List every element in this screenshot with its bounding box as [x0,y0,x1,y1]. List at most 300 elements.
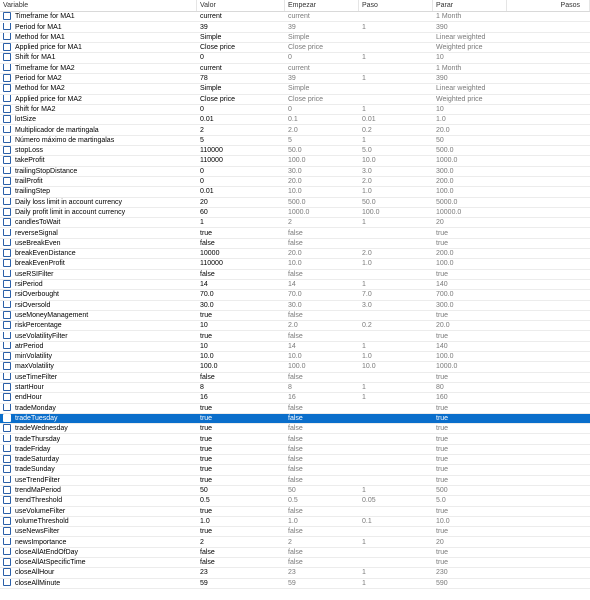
table-row[interactable] [0,301,590,311]
optimize-checkbox[interactable] [3,538,11,546]
stop-cell[interactable]: true [436,476,449,484]
table-row[interactable] [0,208,590,218]
optimize-checkbox[interactable] [3,177,11,185]
start-cell[interactable]: 30.0 [288,301,302,309]
optimize-checkbox[interactable] [3,259,11,267]
optimize-checkbox[interactable] [3,414,11,422]
step-cell[interactable]: 1 [362,136,366,144]
table-row[interactable] [0,342,590,352]
table-row[interactable] [0,424,590,434]
step-cell[interactable]: 1 [362,219,366,227]
start-cell[interactable]: false [288,528,303,536]
optimize-checkbox[interactable] [3,218,11,226]
value-cell[interactable]: false [200,548,215,556]
table-row[interactable] [0,476,590,486]
table-row[interactable] [0,136,590,146]
stop-cell[interactable]: true [436,229,449,237]
step-cell[interactable]: 0.2 [362,126,372,134]
stop-cell[interactable]: 100.0 [436,353,454,361]
step-cell[interactable]: 3.0 [362,301,372,309]
value-cell[interactable]: Simple [200,85,222,93]
step-cell[interactable] [359,476,433,485]
optimize-checkbox[interactable] [3,527,11,535]
optimize-checkbox[interactable] [3,342,11,350]
step-cell[interactable] [359,332,433,341]
table-row[interactable] [0,167,590,177]
value-cell[interactable]: false [200,239,215,247]
col-header-variable[interactable]: Variable [0,0,197,11]
col-header-step[interactable]: Paso [359,0,433,11]
optimize-checkbox[interactable] [3,84,11,92]
optimize-checkbox[interactable] [3,373,11,381]
table-row[interactable] [0,373,590,383]
stop-cell[interactable]: 1 Month [436,13,462,21]
optimize-checkbox[interactable] [3,321,11,329]
start-cell[interactable]: 59 [288,579,296,587]
start-cell[interactable]: false [288,404,303,412]
stop-cell[interactable]: true [436,239,449,247]
start-cell[interactable]: 39 [288,75,296,82]
optimize-checkbox[interactable] [3,352,11,360]
value-cell[interactable]: true [200,425,213,433]
step-cell[interactable]: 1 [362,384,366,391]
step-cell[interactable]: 1 [362,105,366,113]
optimize-checkbox[interactable] [3,311,11,319]
step-cell[interactable]: 1 [362,579,366,587]
optimize-checkbox[interactable] [3,445,11,453]
optimize-checkbox[interactable] [3,208,11,216]
optimize-checkbox[interactable] [3,517,11,525]
stop-cell[interactable]: 200.0 [436,178,454,185]
optimize-checkbox[interactable] [3,249,11,257]
step-cell[interactable]: 2.0 [362,178,372,185]
table-row[interactable] [0,259,590,269]
start-cell[interactable]: false [288,332,303,340]
table-row[interactable] [0,568,590,578]
optimize-checkbox[interactable] [3,53,11,61]
stop-cell[interactable]: true [436,425,449,433]
step-cell[interactable]: 1 [362,487,366,494]
optimize-checkbox[interactable] [3,476,11,484]
optimize-checkbox[interactable] [3,280,11,288]
value-cell[interactable]: 0.5 [200,497,210,505]
table-row[interactable] [0,146,590,156]
table-row[interactable] [0,352,590,362]
start-cell[interactable]: current [288,13,310,21]
table-row[interactable] [0,126,590,136]
optimize-checkbox[interactable] [3,95,11,103]
step-cell[interactable] [359,84,433,93]
stop-cell[interactable]: 10 [436,105,444,113]
start-cell[interactable]: 10.0 [288,260,302,268]
table-row[interactable] [0,558,590,568]
step-cell[interactable]: 1 [362,394,366,402]
start-cell[interactable]: false [288,466,303,474]
value-cell[interactable]: false [200,270,215,278]
optimize-checkbox[interactable] [3,105,11,113]
table-row[interactable] [0,95,590,105]
stop-cell[interactable]: 200.0 [436,250,454,258]
value-cell[interactable]: 110000 [200,157,223,165]
step-cell[interactable]: 0.01 [362,116,376,124]
start-cell[interactable]: false [288,229,303,237]
step-cell[interactable] [359,558,433,567]
start-cell[interactable]: false [288,559,303,567]
table-row[interactable] [0,105,590,115]
stop-cell[interactable]: true [436,414,449,422]
table-row[interactable] [0,496,590,506]
step-cell[interactable]: 1 [362,342,366,350]
start-cell[interactable]: false [288,445,303,453]
stop-cell[interactable]: 1 Month [436,64,462,72]
stop-cell[interactable]: 390 [436,23,448,31]
optimize-checkbox[interactable] [3,64,11,72]
value-cell[interactable]: true [200,445,213,453]
step-cell[interactable] [359,404,433,413]
optimize-checkbox[interactable] [3,404,11,412]
optimize-checkbox[interactable] [3,146,11,154]
start-cell[interactable]: false [288,548,303,556]
step-cell[interactable] [359,229,433,238]
stop-cell[interactable]: 20.0 [436,126,450,134]
start-cell[interactable]: 8 [288,384,292,391]
start-cell[interactable]: false [288,476,303,484]
value-cell[interactable]: 0 [200,178,204,185]
stop-cell[interactable]: 100.0 [436,260,454,268]
stop-cell[interactable]: true [436,445,449,453]
start-cell[interactable]: false [288,311,303,319]
stop-cell[interactable]: true [436,456,449,464]
table-row[interactable] [0,517,590,527]
start-cell[interactable]: 30.0 [288,167,302,175]
step-cell[interactable] [359,527,433,536]
stop-cell[interactable]: true [436,404,449,412]
optimize-checkbox[interactable] [3,568,11,576]
start-cell[interactable]: Close price [288,95,324,103]
optimize-checkbox[interactable] [3,115,11,123]
table-row[interactable] [0,177,590,187]
optimize-checkbox[interactable] [3,74,11,82]
table-row[interactable] [0,507,590,517]
start-cell[interactable]: 100.0 [288,157,306,165]
table-row[interactable] [0,404,590,414]
optimize-checkbox[interactable] [3,167,11,175]
value-cell[interactable]: 10 [200,342,208,350]
col-header-stop[interactable]: Parar [433,0,507,11]
start-cell[interactable]: 70.0 [288,291,302,299]
optimize-checkbox[interactable] [3,12,11,20]
value-cell[interactable]: 1.0 [200,517,210,525]
optimize-checkbox[interactable] [3,548,11,556]
start-cell[interactable]: 2 [288,538,292,546]
value-cell[interactable]: true [200,404,213,412]
optimize-checkbox[interactable] [3,198,11,206]
step-cell[interactable] [359,548,433,557]
step-cell[interactable]: 1 [362,75,366,82]
start-cell[interactable]: 14 [288,342,296,350]
step-cell[interactable] [359,445,433,454]
stop-cell[interactable]: 700.0 [436,291,454,299]
optimize-checkbox[interactable] [3,301,11,309]
col-header-steps[interactable]: Pasos [507,0,590,11]
step-cell[interactable] [359,507,433,516]
stop-cell[interactable]: 1000.0 [436,363,458,371]
step-cell[interactable] [359,43,433,52]
table-row[interactable] [0,53,590,63]
start-cell[interactable]: 1000.0 [288,208,310,216]
stop-cell[interactable]: Linear weighted [436,33,486,41]
value-cell[interactable]: 0.01 [200,188,214,196]
start-cell[interactable]: 10.0 [288,353,302,361]
stop-cell[interactable]: true [436,466,449,474]
table-row[interactable] [0,383,590,393]
value-cell[interactable]: 20 [200,198,208,206]
optimize-checkbox[interactable] [3,558,11,566]
table-row[interactable] [0,455,590,465]
stop-cell[interactable]: true [436,528,449,536]
value-cell[interactable]: current [200,13,222,21]
step-cell[interactable]: 10.0 [362,157,376,165]
step-cell[interactable]: 0.05 [362,497,376,505]
stop-cell[interactable]: 1000.0 [436,157,458,165]
start-cell[interactable]: 2 [288,219,292,227]
start-cell[interactable]: 20.0 [288,250,302,258]
start-cell[interactable]: 2.0 [288,322,298,330]
value-cell[interactable]: true [200,466,213,474]
value-cell[interactable]: 10000 [200,250,220,258]
stop-cell[interactable]: 590 [436,579,448,587]
start-cell[interactable]: 0.5 [288,497,298,505]
value-cell[interactable]: 14 [200,281,208,288]
stop-cell[interactable]: true [436,311,449,319]
start-cell[interactable]: 0 [288,105,292,113]
step-cell[interactable]: 10.0 [362,363,376,371]
stop-cell[interactable]: true [436,507,449,515]
value-cell[interactable]: true [200,332,213,340]
step-cell[interactable] [359,465,433,474]
optimize-checkbox[interactable] [3,156,11,164]
stop-cell[interactable]: 5000.0 [436,198,458,206]
value-cell[interactable]: 10 [200,322,208,330]
optimize-checkbox[interactable] [3,270,11,278]
start-cell[interactable]: false [288,456,303,464]
optimize-checkbox[interactable] [3,435,11,443]
optimize-checkbox[interactable] [3,465,11,473]
value-cell[interactable]: 70.0 [200,291,214,299]
value-cell[interactable]: 2 [200,126,204,134]
table-row[interactable] [0,465,590,475]
table-row[interactable] [0,321,590,331]
value-cell[interactable]: true [200,311,213,319]
table-row[interactable] [0,579,590,589]
step-cell[interactable]: 5.0 [362,147,372,155]
stop-cell[interactable]: 1.0 [436,116,446,124]
table-row[interactable] [0,548,590,558]
optimize-checkbox[interactable] [3,424,11,432]
table-row[interactable] [0,332,590,342]
stop-cell[interactable]: 500 [436,487,448,494]
start-cell[interactable]: 16 [288,394,296,402]
optimize-checkbox[interactable] [3,486,11,494]
stop-cell[interactable]: 300.0 [436,167,454,175]
stop-cell[interactable]: 50 [436,136,444,144]
value-cell[interactable]: 10.0 [200,353,214,361]
start-cell[interactable]: false [288,425,303,433]
start-cell[interactable]: false [288,239,303,247]
start-cell[interactable]: Simple [288,85,310,93]
value-cell[interactable]: 0 [200,105,204,113]
value-cell[interactable]: true [200,435,213,443]
value-cell[interactable]: 30.0 [200,301,214,309]
step-cell[interactable]: 1 [362,23,366,31]
value-cell[interactable]: 2 [200,538,204,546]
step-cell[interactable] [359,270,433,279]
stop-cell[interactable]: 160 [436,394,448,402]
stop-cell[interactable]: 500.0 [436,147,454,155]
table-row[interactable] [0,12,590,22]
stop-cell[interactable]: true [436,270,449,278]
table-row[interactable] [0,486,590,496]
stop-cell[interactable]: 20.0 [436,322,450,330]
table-row[interactable] [0,74,590,84]
step-cell[interactable] [359,414,433,423]
stop-cell[interactable]: Weighted price [436,44,483,52]
table-row[interactable] [0,311,590,321]
table-row[interactable] [0,156,590,166]
optimize-checkbox[interactable] [3,136,11,144]
optimize-checkbox[interactable] [3,496,11,504]
table-row[interactable] [0,362,590,372]
step-cell[interactable]: 0.2 [362,322,372,330]
stop-cell[interactable]: 300.0 [436,301,454,309]
value-cell[interactable]: 23 [200,569,208,577]
step-cell[interactable]: 1 [362,538,366,546]
start-cell[interactable]: 23 [288,569,296,577]
step-cell[interactable]: 1.0 [362,260,372,268]
start-cell[interactable]: Close price [288,44,324,52]
stop-cell[interactable]: Weighted price [436,95,483,103]
stop-cell[interactable]: true [436,559,449,567]
step-cell[interactable]: 1.0 [362,188,372,196]
start-cell[interactable]: 50.0 [288,147,302,155]
table-row[interactable] [0,218,590,228]
col-header-start[interactable]: Empezar [285,0,359,11]
step-cell[interactable] [359,373,433,382]
stop-cell[interactable]: 10 [436,54,444,62]
table-row[interactable] [0,280,590,290]
stop-cell[interactable]: true [436,548,449,556]
stop-cell[interactable]: 140 [436,281,448,288]
table-row[interactable] [0,229,590,239]
start-cell[interactable]: 0 [288,54,292,62]
value-cell[interactable]: true [200,414,213,422]
value-cell[interactable]: 0.01 [200,116,214,124]
table-row[interactable] [0,115,590,125]
table-row[interactable] [0,249,590,259]
value-cell[interactable]: 1 [200,219,204,227]
value-cell[interactable]: 39 [200,23,208,31]
value-cell[interactable]: Close price [200,95,236,103]
optimize-checkbox[interactable] [3,126,11,134]
table-row[interactable] [0,64,590,74]
col-header-value[interactable]: Valor [197,0,285,11]
table-row[interactable] [0,538,590,548]
stop-cell[interactable]: true [436,435,449,443]
table-row[interactable] [0,445,590,455]
optimize-checkbox[interactable] [3,507,11,515]
value-cell[interactable]: true [200,476,213,484]
optimize-checkbox[interactable] [3,239,11,247]
table-row[interactable] [0,414,590,424]
optimize-checkbox[interactable] [3,23,11,31]
start-cell[interactable]: 0.1 [288,116,298,124]
optimize-checkbox[interactable] [3,393,11,401]
table-row[interactable] [0,23,590,33]
stop-cell[interactable]: true [436,373,449,381]
value-cell[interactable]: Simple [200,33,222,41]
optimize-checkbox[interactable] [3,290,11,298]
value-cell[interactable]: 59 [200,579,208,587]
table-row[interactable] [0,187,590,197]
stop-cell[interactable]: 20 [436,219,444,227]
value-cell[interactable]: 5 [200,136,204,144]
stop-cell[interactable]: true [436,332,449,340]
optimize-checkbox[interactable] [3,455,11,463]
value-cell[interactable]: 50 [200,487,208,494]
value-cell[interactable]: true [200,456,213,464]
step-cell[interactable] [359,64,433,73]
start-cell[interactable]: 5 [288,136,292,144]
table-row[interactable] [0,198,590,208]
step-cell[interactable] [359,239,433,248]
step-cell[interactable]: 7.0 [362,291,372,299]
step-cell[interactable]: 1.0 [362,353,372,361]
start-cell[interactable]: current [288,64,310,72]
optimize-checkbox[interactable] [3,33,11,41]
value-cell[interactable]: false [200,559,215,567]
step-cell[interactable]: 100.0 [362,208,380,216]
optimize-checkbox[interactable] [3,229,11,237]
table-row[interactable] [0,239,590,249]
step-cell[interactable]: 1 [362,281,366,288]
step-cell[interactable]: 0.1 [362,517,372,525]
stop-cell[interactable]: 10000.0 [436,208,462,216]
stop-cell[interactable]: 390 [436,75,448,82]
value-cell[interactable]: current [200,64,222,72]
start-cell[interactable]: 39 [288,23,296,31]
optimize-checkbox[interactable] [3,579,11,587]
value-cell[interactable]: 60 [200,208,208,216]
table-row[interactable] [0,84,590,94]
value-cell[interactable]: 78 [200,75,208,82]
step-cell[interactable]: 3.0 [362,167,372,175]
step-cell[interactable]: 1 [362,569,366,577]
value-cell[interactable]: 8 [200,384,204,391]
table-row[interactable] [0,527,590,537]
step-cell[interactable]: 1 [362,54,366,62]
step-cell[interactable] [359,95,433,104]
start-cell[interactable]: 10.0 [288,188,302,196]
value-cell[interactable]: 110000 [200,147,223,155]
stop-cell[interactable]: 10.0 [436,517,450,525]
value-cell[interactable]: 0 [200,54,204,62]
table-row[interactable] [0,43,590,53]
start-cell[interactable]: Simple [288,33,310,41]
step-cell[interactable] [359,455,433,464]
step-cell[interactable]: 50.0 [362,198,376,206]
table-row[interactable] [0,435,590,445]
step-cell[interactable] [359,311,433,320]
